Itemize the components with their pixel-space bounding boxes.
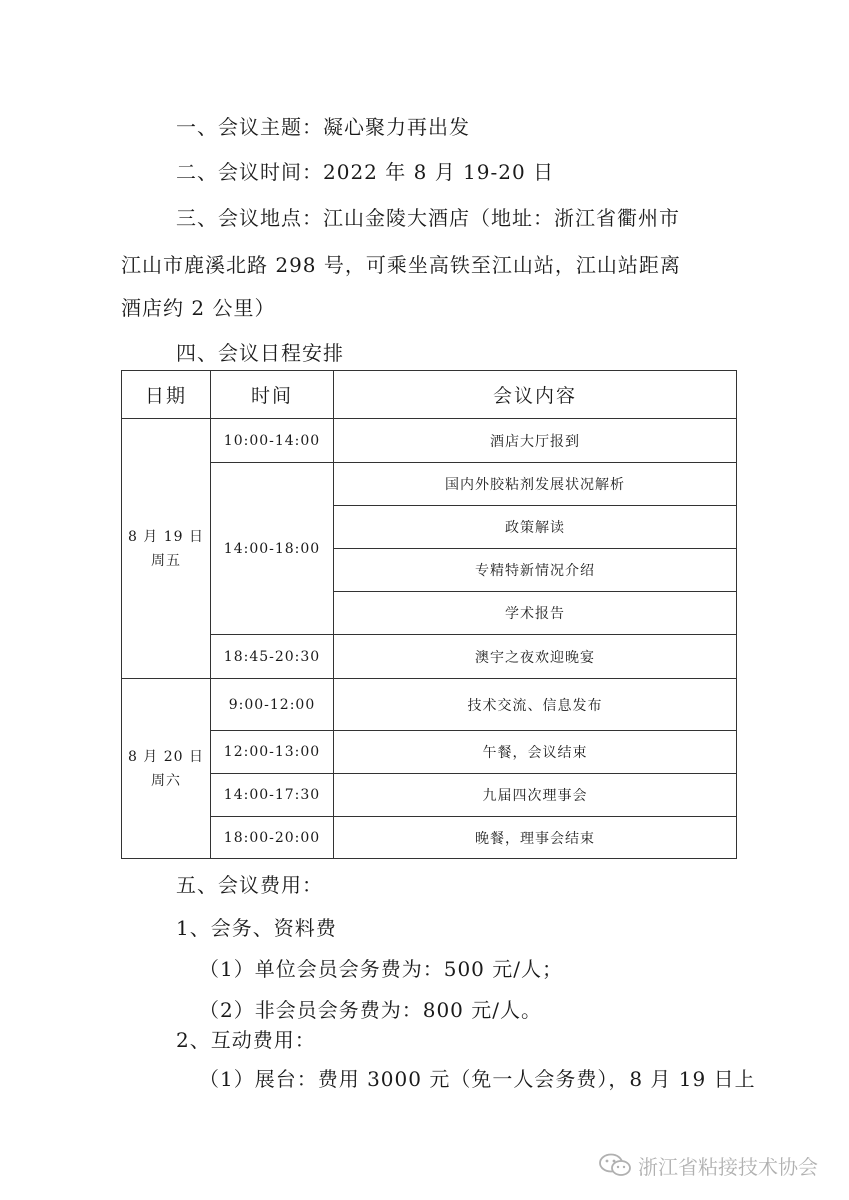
header-date: 日期 [122, 371, 211, 419]
table-header-row [122, 371, 737, 419]
table-row [122, 774, 737, 817]
content-cell: 午餐，会议结束 [334, 731, 737, 774]
meeting-theme: 一、会议主题：凝心聚力再出发 [176, 115, 470, 139]
fee-item-2a: （1）展台：费用 3000 元（免一人会务费），8 月 19 日上 [199, 1067, 756, 1091]
content-cell: 晚餐，理事会结束 [334, 817, 737, 859]
header-content: 会议内容 [334, 371, 737, 419]
table-row [122, 635, 737, 679]
time-cell: 9:00-12:00 [211, 679, 334, 731]
fee-item-1a: （1）单位会员会务费为：500 元/人； [199, 957, 563, 981]
table-row [122, 463, 737, 506]
time-cell: 10:00-14:00 [211, 419, 334, 463]
meeting-venue-line2: 江山市鹿溪北路 298 号，可乘坐高铁至江山站，江山站距离 [121, 253, 681, 277]
fee-item-1b: （2）非会员会务费为：800 元/人。 [199, 998, 542, 1022]
time-cell: 18:45-20:30 [211, 635, 334, 679]
watermark-text: 浙江省粘接技术协会 [638, 1154, 818, 1179]
table-row [122, 817, 737, 859]
day1-date: 8 月 19 日 [127, 528, 205, 545]
content-cell: 九届四次理事会 [334, 774, 737, 817]
fee-item-2: 2、互动费用： [176, 1028, 316, 1052]
time-cell: 14:00-18:00 [211, 463, 334, 635]
meeting-venue-line3: 酒店约 2 公里） [121, 296, 276, 320]
time-cell: 12:00-13:00 [211, 731, 334, 774]
content-cell: 专精特新情况介绍 [334, 549, 737, 592]
table-row [122, 679, 737, 731]
watermark [598, 1150, 818, 1180]
schedule-heading: 四、会议日程安排 [176, 341, 344, 365]
content-cell: 政策解读 [334, 506, 737, 549]
wechat-icon [598, 1153, 632, 1177]
day1-weekday: 周五 [151, 552, 181, 569]
table-row [122, 731, 737, 774]
table-row [122, 419, 737, 463]
day2-date: 8 月 20 日 [127, 748, 205, 765]
meeting-time: 二、会议时间：2022 年 8 月 19-20 日 [176, 160, 555, 184]
day2-date-cell [122, 679, 211, 859]
meeting-venue-line1: 三、会议地点：江山金陵大酒店（地址：浙江省衢州市 [176, 206, 680, 230]
time-cell: 14:00-17:30 [211, 774, 334, 817]
fee-item-1: 1、会务、资料费 [176, 916, 337, 940]
header-time: 时间 [211, 371, 334, 419]
day1-date-cell [122, 419, 211, 679]
content-cell: 技术交流、信息发布 [334, 679, 737, 731]
content-cell: 澳宇之夜欢迎晚宴 [334, 635, 737, 679]
content-cell: 酒店大厅报到 [334, 419, 737, 463]
content-cell: 学术报告 [334, 592, 737, 635]
content-cell: 国内外胶粘剂发展状况解析 [334, 463, 737, 506]
schedule-table [121, 370, 737, 859]
time-cell: 18:00-20:00 [211, 817, 334, 859]
day2-weekday: 周六 [151, 772, 181, 789]
fees-heading: 五、会议费用： [176, 873, 323, 897]
